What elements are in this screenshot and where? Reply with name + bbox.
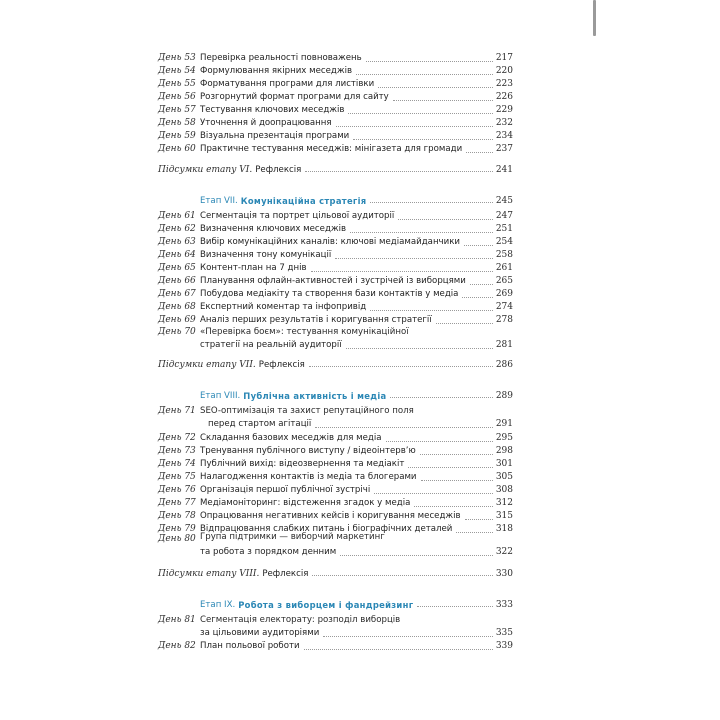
page-number: 265: [495, 276, 513, 286]
entry-title: Контент-план на 7 днів: [200, 263, 307, 273]
page-number: 247: [495, 211, 513, 221]
toc-row[interactable]: [158, 78, 513, 91]
day-label: День 82: [158, 641, 196, 651]
toc-row[interactable]: [158, 117, 513, 130]
toc-row[interactable]: [158, 614, 513, 640]
toc-row[interactable]: [158, 275, 513, 288]
page-number: 322: [495, 547, 513, 557]
toc-row[interactable]: [158, 471, 513, 484]
toc-row[interactable]: [158, 326, 513, 352]
page-number: 312: [495, 498, 513, 508]
page-number: 305: [495, 472, 513, 482]
entry-title: Уточнення й доопрацювання: [200, 118, 332, 128]
toc-row[interactable]: [158, 52, 513, 65]
toc-row[interactable]: [158, 510, 513, 523]
page-number: 261: [495, 263, 513, 273]
summary-title: Рефлексія: [262, 569, 309, 579]
stage-summary[interactable]: [158, 566, 513, 579]
toc-row[interactable]: [158, 249, 513, 262]
entry-title: Складання базових меседжів для медіа: [200, 433, 382, 443]
page-number: 333: [495, 600, 513, 610]
stage-name: Комунікаційна стратегія: [240, 196, 367, 206]
day-label: День 66: [158, 276, 196, 286]
entry-title: Медіамоніторинг: відстеження згадок у медіа: [200, 498, 411, 508]
toc-row[interactable]: [158, 432, 513, 445]
summary-title: Рефлексія: [255, 165, 302, 175]
day-label: День 61: [158, 211, 196, 221]
entry-title-continued: стратегії на реальній аудиторії: [200, 340, 342, 350]
toc-row[interactable]: [158, 497, 513, 510]
page-number: 339: [495, 641, 513, 651]
toc-row[interactable]: [158, 210, 513, 223]
page-number: 318: [495, 524, 513, 534]
day-label: День 67: [158, 289, 196, 299]
stage-heading[interactable]: [200, 597, 513, 610]
entry-title: Визначення ключових меседжів: [200, 224, 347, 234]
toc-row[interactable]: [158, 484, 513, 497]
entry-title: Відпрацювання слабких питань і біографічних деталей: [200, 524, 453, 534]
entry-title: Візуальна презентація програми: [200, 131, 350, 141]
entry-title: Формулювання якірних меседжів: [200, 66, 353, 76]
entry-title: Тренування публічного виступу / відеоінтерв’ю: [200, 446, 416, 456]
entry-title: Організація першої публічної зустрічі: [200, 485, 371, 495]
day-label: День 81: [158, 615, 196, 625]
page-number: 245: [495, 196, 513, 206]
entry-title: Публічний вихід: відеозвернення та медіакіт: [200, 459, 405, 469]
day-label: День 71: [158, 406, 196, 416]
page-number: 289: [495, 391, 513, 401]
entry-title: «Перевірка боєм»: тестування комунікаційної: [200, 327, 409, 337]
page-number: 278: [495, 315, 513, 325]
page-number: 229: [495, 105, 513, 115]
entry-title: Група підтримки — виборчий маркетинг: [200, 532, 385, 542]
page-number: 298: [495, 446, 513, 456]
toc-row[interactable]: [158, 405, 513, 431]
day-label: День 70: [158, 327, 196, 337]
day-label: День 64: [158, 250, 196, 260]
entry-title: Планування офлайн-активностей і зустрічей із виборцями: [200, 276, 466, 286]
stage-summary[interactable]: [158, 162, 513, 175]
page-number: 330: [495, 569, 513, 579]
page-number: 223: [495, 79, 513, 89]
page-number: 274: [495, 302, 513, 312]
entry-title: Аналіз перших результатів і коригування стратегії: [200, 315, 432, 325]
entry-title: Перевірка реальності повноважень: [200, 53, 362, 63]
page-number: 335: [495, 628, 513, 638]
toc-row[interactable]: [158, 262, 513, 275]
day-label: День 73: [158, 446, 196, 456]
summary-label: Підсумки етапу VII.: [158, 360, 256, 370]
entry-title: Експертний коментар та інфопривід: [200, 302, 367, 312]
entry-title: Сегментація та портрет цільової аудиторії: [200, 211, 395, 221]
entry-title-continued: за цільовими аудиторіями: [200, 628, 320, 638]
day-label: День 60: [158, 144, 196, 154]
entry-title: Опрацювання негативних кейсів і коригування меседжів: [200, 511, 461, 521]
entry-title: Налагодження контактів із медіа та блогерами: [200, 472, 417, 482]
stage-heading[interactable]: [200, 388, 513, 401]
page-number: 237: [495, 144, 513, 154]
day-label: День 53: [158, 53, 196, 63]
page-number: 301: [495, 459, 513, 469]
page-number: 217: [495, 53, 513, 63]
day-label: День 54: [158, 66, 196, 76]
day-label: День 55: [158, 79, 196, 89]
summary-title: Рефлексія: [258, 360, 305, 370]
stage-heading[interactable]: [200, 193, 513, 206]
day-label: День 69: [158, 315, 196, 325]
toc-row[interactable]: [158, 288, 513, 301]
entry-title: Тестування ключових меседжів: [200, 105, 345, 115]
entry-title: Сегментація електорату: розподіл виборців: [200, 615, 401, 625]
page-number: 258: [495, 250, 513, 260]
toc-row[interactable]: [158, 640, 513, 653]
entry-title: Практичне тестування меседжів: мінігазета для громади: [200, 144, 463, 154]
toc-row[interactable]: [158, 130, 513, 143]
day-label: День 56: [158, 92, 196, 102]
stage-name: Публічна активність і медіа: [243, 391, 387, 401]
stage-number: Етап VIII.: [200, 391, 241, 401]
stage-number: Етап VII.: [200, 196, 238, 206]
day-label: День 59: [158, 131, 196, 141]
stage-name: Робота з виборцем і фандрейзинг: [238, 600, 414, 610]
toc-row[interactable]: [158, 236, 513, 249]
page-number: 315: [495, 511, 513, 521]
day-label: День 78: [158, 511, 196, 521]
entry-title: Побудова медіакіту та створення бази контактів у медіа: [200, 289, 459, 299]
entry-title: Вибір комунікаційних каналів: ключові медіамайданчики: [200, 237, 460, 247]
day-label: День 57: [158, 105, 196, 115]
toc-row[interactable]: [158, 458, 513, 471]
day-label: День 68: [158, 302, 196, 312]
entry-title: Розгорнутий формат програми для сайту: [200, 92, 389, 102]
page-number: 226: [495, 92, 513, 102]
day-label: День 80: [158, 534, 196, 544]
toc-row[interactable]: [158, 223, 513, 236]
page-number: 232: [495, 118, 513, 128]
page-number: 234: [495, 131, 513, 141]
day-label: День 77: [158, 498, 196, 508]
entry-title: Визначення тону комунікації: [200, 250, 332, 260]
page-number: 241: [495, 165, 513, 175]
day-label: День 79: [158, 524, 196, 534]
day-label: День 65: [158, 263, 196, 273]
page-number: 286: [495, 360, 513, 370]
summary-label: Підсумки етапу VI.: [158, 165, 253, 175]
day-label: День 63: [158, 237, 196, 247]
page-number: 308: [495, 485, 513, 495]
summary-label: Підсумки етапу VIII.: [158, 569, 260, 579]
page-number: 254: [495, 237, 513, 247]
toc-row[interactable]: [158, 301, 513, 314]
entry-title: SEO-оптимізація та захист репутаційного поля: [200, 406, 414, 416]
toc-row[interactable]: [158, 445, 513, 458]
stage-summary[interactable]: [158, 357, 513, 370]
entry-title-continued: перед стартом агітації: [208, 419, 312, 429]
toc-row[interactable]: [158, 65, 513, 78]
toc-row[interactable]: [158, 533, 513, 559]
toc-row[interactable]: [158, 91, 513, 104]
toc-row[interactable]: [158, 143, 513, 156]
day-label: День 74: [158, 459, 196, 469]
day-label: День 76: [158, 485, 196, 495]
page-number: 220: [495, 66, 513, 76]
page-number: 291: [495, 419, 513, 429]
page-number: 269: [495, 289, 513, 299]
day-label: День 72: [158, 433, 196, 443]
page-number: 251: [495, 224, 513, 234]
scrollbar-thumb[interactable]: [593, 0, 596, 36]
day-label: День 62: [158, 224, 196, 234]
stage-number: Етап IX.: [200, 600, 236, 610]
page-number: 281: [495, 340, 513, 350]
toc-row[interactable]: [158, 104, 513, 117]
entry-title: Форматування програми для листівки: [200, 79, 375, 89]
page-number: 295: [495, 433, 513, 443]
entry-title: План польової роботи: [200, 641, 300, 651]
entry-title-continued: та робота з порядком денним: [200, 547, 337, 557]
day-label: День 75: [158, 472, 196, 482]
table-of-contents: [158, 0, 513, 720]
day-label: День 58: [158, 118, 196, 128]
